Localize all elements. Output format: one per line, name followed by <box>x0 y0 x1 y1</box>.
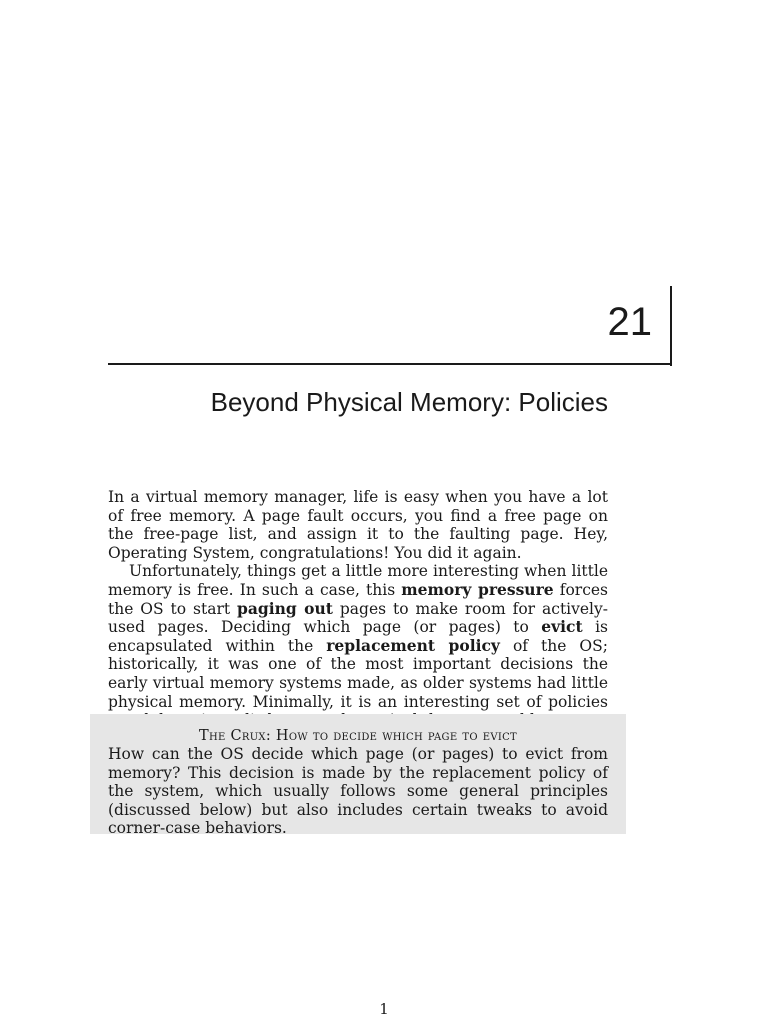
chapter-vertical-rule <box>670 286 672 366</box>
chapter-number: 21 <box>607 300 652 344</box>
term-paging-out: paging out <box>237 598 333 618</box>
body-text <box>108 488 608 730</box>
term-memory-pressure: memory pressure <box>401 579 554 599</box>
crux-title: The Crux: How to decide which page to evict <box>198 728 518 744</box>
term-evict: evict <box>541 617 583 637</box>
crux-text: How can the OS decide which page (or pages) to evict from memory? This decision is made by the replacement policy of the system, which usually follows some general principles (discussed below) but also includes certain tweaks to avoid corner-case behaviors. <box>108 745 608 838</box>
paragraph-2-text: is encapsulated within the <box>108 618 608 655</box>
paragraph-2 <box>108 562 608 729</box>
paragraph-1: In a virtual memory manager, life is easy when you have a lot of free memory. A page fault occurs, you find a free page on the free-page list, and assign it to the faulting page. Hey, Operating System, congratulations! You did it again. <box>108 488 608 562</box>
paragraph-2-text: forces the OS to start <box>108 580 608 618</box>
chapter-title: Beyond Physical Memory: Policies <box>210 387 608 417</box>
chapter-horizontal-rule <box>108 363 672 365</box>
paragraph-2-text: Unfortunately, things get a little more interesting when little memory is free. In such a case, this <box>108 562 608 599</box>
paragraph-2-text: of the OS; historically, it was one of the most important decisions the early virtual memory systems made, as older systems had little physical memory. Minimally, it is an interesting set of policies <box>108 636 608 711</box>
crux-box <box>90 714 626 838</box>
page-number: 1 <box>379 1000 389 1018</box>
term-replacement-policy: replacement policy <box>326 635 500 655</box>
paragraph-2-text: pages to make room for actively-used pages. Deciding which page (or pages) to <box>108 599 609 637</box>
